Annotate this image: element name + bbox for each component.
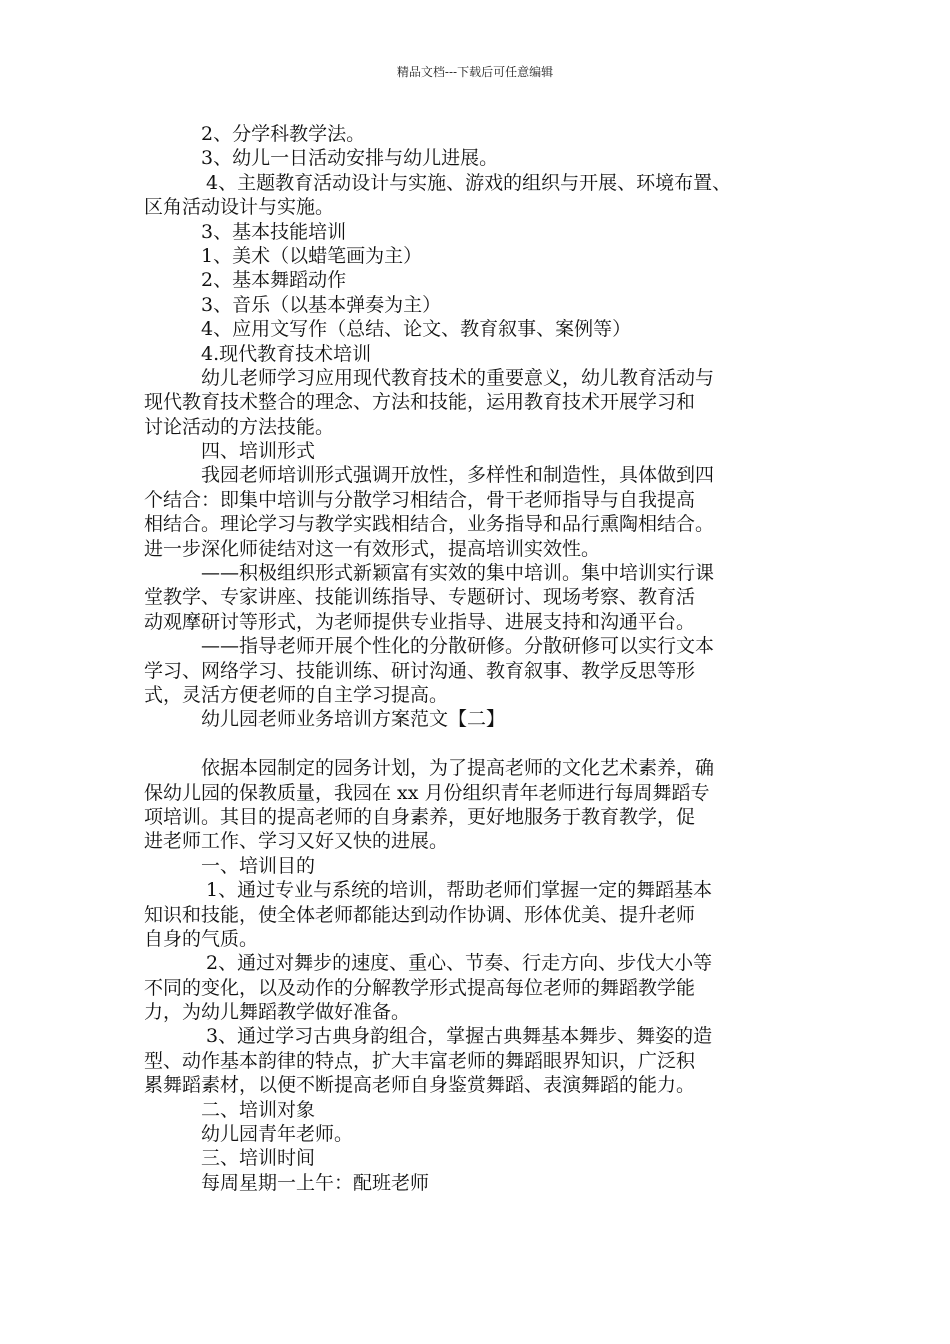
- text-line: 3、基本技能培训: [201, 220, 347, 243]
- text-line: 幼儿园老师业务培训方案范文【二】: [201, 708, 506, 731]
- text-line: 1、通过专业与系统的培训，帮助老师们掌握一定的舞蹈基本: [206, 879, 713, 902]
- text-line: 型、动作基本韵律的特点，扩大丰富老师的舞蹈眼界知识，广泛积: [144, 1049, 696, 1072]
- text-line: 四、培训形式: [201, 440, 316, 463]
- text-line: 幼儿老师学习应用现代教育技术的重要意义，幼儿教育活动与: [201, 366, 715, 389]
- text-line: 相结合。理论学习与教学实践相结合，业务指导和品行熏陶相结合。: [144, 513, 715, 536]
- text-line: 4、主题教育活动设计与实施、游戏的组织与开展、环境布置、: [206, 171, 732, 194]
- text-line: 3、音乐（以基本弹奏为主）: [201, 293, 442, 316]
- text-line: 4.现代教育技术培训: [201, 342, 372, 365]
- text-line: 式，灵活方便老师的自主学习提高。: [144, 683, 449, 706]
- text-line: 不同的变化，以及动作的分解教学形式提高每位老师的舞蹈教学能: [144, 976, 696, 999]
- text-line: ——指导老师开展个性化的分散研修。分散研修可以实行文本: [201, 635, 715, 658]
- text-line: 4、应用文写作（总结、论文、教育叙事、案例等）: [201, 318, 632, 341]
- text-line: 依据本园制定的园务计划，为了提高老师的文化艺术素养，确: [201, 757, 715, 780]
- blank-line: [144, 732, 830, 756]
- text-line: 力，为幼儿舞蹈教学做好准备。: [144, 1001, 411, 1024]
- text-line: 3、通过学习古典身韵组合，掌握古典舞基本舞步、舞姿的造: [206, 1025, 713, 1048]
- text-line: 三、培训时间: [201, 1147, 316, 1170]
- text-line: 项培训。其目的提高老师的自身素养，更好地服务于教育教学，促: [144, 805, 696, 828]
- text-line: 讨论活动的方法技能。: [144, 415, 335, 438]
- text-line: 进一步深化师徒结对这一有效形式，提高培训实效性。: [144, 537, 601, 560]
- text-line: 2、分学科教学法。: [201, 123, 366, 145]
- text-line: 现代教育技术整合的理念、方法和技能，运用教育技术开展学习和: [144, 391, 696, 414]
- text-line: 保幼儿园的保教质量，我园在 xx 月份组织青年老师进行每周舞蹈专: [144, 781, 710, 804]
- document-body: [144, 122, 830, 1195]
- text-line: 2、基本舞蹈动作: [201, 269, 347, 292]
- text-line: 进老师工作、学习又好又快的进展。: [144, 830, 449, 853]
- text-line: 1、美术（以蜡笔画为主）: [201, 244, 423, 267]
- text-line: 知识和技能，使全体老师都能达到动作协调、形体优美、提升老师: [144, 903, 696, 926]
- text-line: 幼儿园青年老师。: [201, 1123, 354, 1146]
- page-header: 精品文档---下载后可任意编辑: [396, 65, 554, 79]
- text-line: 2、通过对舞步的速度、重心、节奏、行走方向、步伐大小等: [206, 952, 713, 975]
- text-line: ——积极组织形式新颖富有实效的集中培训。集中培训实行课: [201, 562, 715, 585]
- text-line: 堂教学、专家讲座、技能训练指导、专题研讨、现场考察、教育活: [144, 586, 696, 609]
- text-line: 自身的气质。: [144, 927, 259, 950]
- text-line: 一、培训目的: [201, 854, 316, 877]
- text-line: 学习、网络学习、技能训练、研讨沟通、教育叙事、教学反思等形: [144, 659, 696, 682]
- text-line: 3、幼儿一日活动安排与幼儿进展。: [201, 147, 499, 170]
- text-line: 累舞蹈素材，以便不断提高老师自身鉴赏舞蹈、表演舞蹈的能力。: [144, 1074, 696, 1097]
- text-line: 动观摩研讨等形式，为老师提供专业指导、进展支持和沟通平台。: [144, 610, 696, 633]
- text-line: 二、培训对象: [201, 1098, 316, 1121]
- text-line: 个结合：即集中培训与分散学习相结合，骨干老师指导与自我提高: [144, 488, 696, 511]
- text-line: 我园老师培训形式强调开放性，多样性和制造性，具体做到四: [201, 464, 715, 487]
- text-line: 每周星期一上午：配班老师: [201, 1171, 430, 1194]
- text-line: 区角活动设计与实施。: [144, 196, 335, 219]
